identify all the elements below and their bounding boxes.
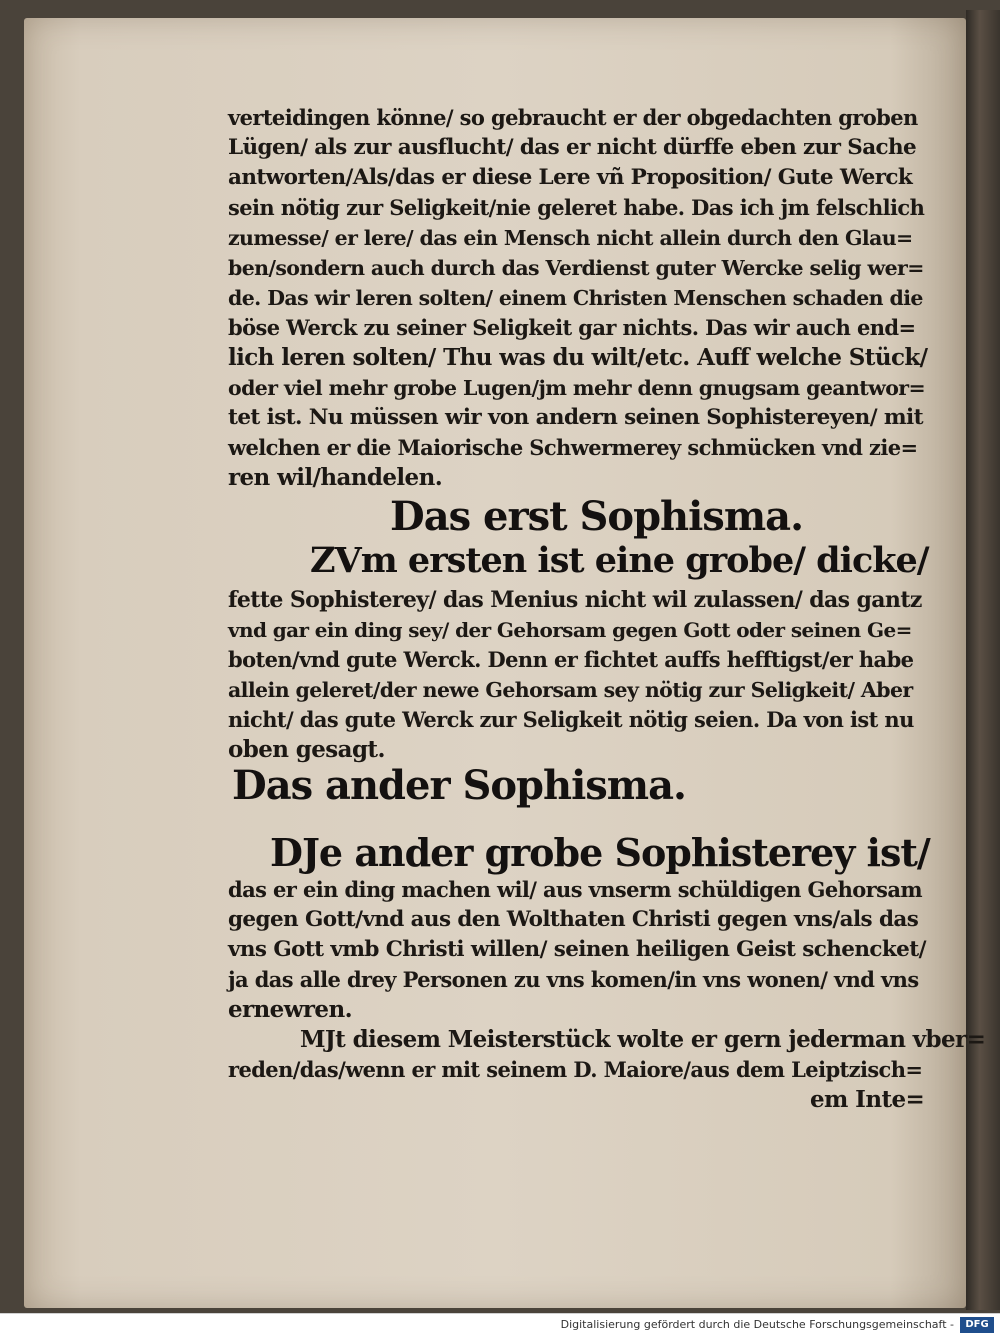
text-line: welchen er die Maiorische Schwermerey schmücken vnd zie= [228, 435, 918, 460]
text-line: de. Das wir leren solten/ einem Christen Menschen schaden die [228, 286, 923, 310]
initial-line: ZVm ersten ist eine grobe/ dicke/ [310, 540, 929, 581]
text-line: antworten/Als/das er diese Lere vñ Proposition/ Gute Werck [228, 165, 913, 190]
catchword: em Inte= [810, 1086, 925, 1113]
text-line: MJt diesem Meisterstück wolte er gern jederman vber= [300, 1026, 986, 1053]
text-line: oben gesagt. [228, 736, 385, 763]
text-line: verteidingen könne/ so gebraucht er der obgedachten groben [228, 105, 918, 130]
text-line: lich leren solten/ Thu was du wilt/etc. Auff welche Stück/ [228, 344, 928, 371]
book-spine [966, 10, 1000, 1310]
footer-bar [0, 1313, 1000, 1337]
text-line: nicht/ das gute Werck zur Seligkeit nötig seien. Da von ist nu [228, 707, 914, 732]
text-line: böse Werck zu seiner Seligkeit gar nichts. Das wir auch end= [228, 315, 916, 340]
text-line: vnd gar ein ding sey/ der Gehorsam gegen Gott oder seinen Ge= [228, 618, 912, 642]
text-line: zumesse/ er lere/ das ein Mensch nicht allein durch den Glau= [228, 226, 913, 250]
text-line: gegen Gott/vnd aus den Wolthaten Christi gegen vns/als das [228, 907, 919, 932]
footer-credit: Digitalisierung gefördert durch die Deutsche Forschungsgemeinschaft - [560, 1318, 954, 1331]
text-line: ja das alle drey Personen zu vns komen/in vns wonen/ vnd vns [228, 967, 919, 992]
text-line: ernewren. [228, 996, 352, 1023]
text-line: tet ist. Nu müssen wir von andern seinen Sophistereyen/ mit [228, 405, 923, 430]
text-line: allein geleret/der newe Gehorsam sey nötig zur Seligkeit/ Aber [228, 678, 913, 702]
initial-line: DJe ander grobe Sophisterey ist/ [270, 830, 930, 875]
section-heading: Das erst Sophisma. [390, 493, 803, 540]
text-line: das er ein ding machen wil/ aus vnserm schüldigen Gehorsam [228, 877, 922, 902]
text-line: Lügen/ als zur ausflucht/ das er nicht dürffe eben zur Sache [228, 135, 917, 160]
section-heading: Das ander Sophisma. [232, 762, 686, 809]
text-line: ren wil/handelen. [228, 464, 443, 491]
text-line: boten/vnd gute Werck. Denn er fichtet auffs hefftigst/er habe [228, 647, 914, 672]
text-line: vns Gott vmb Christi willen/ seinen heiligen Geist schencket/ [228, 937, 926, 962]
text-line: oder viel mehr grobe Lugen/jm mehr denn gnugsam geantwor= [228, 376, 926, 400]
text-line: ben/sondern auch durch das Verdienst guter Wercke selig wer= [228, 256, 924, 280]
text-line: reden/das/wenn er mit seinem D. Maiore/aus dem Leiptzisch= [228, 1057, 923, 1082]
text-line: sein nötig zur Seligkeit/nie geleret habe. Das ich jm felschlich [228, 195, 925, 220]
dfg-logo-icon: DFG [960, 1317, 994, 1333]
text-line: fette Sophisterey/ das Menius nicht wil zulassen/ das gantz [228, 587, 922, 613]
